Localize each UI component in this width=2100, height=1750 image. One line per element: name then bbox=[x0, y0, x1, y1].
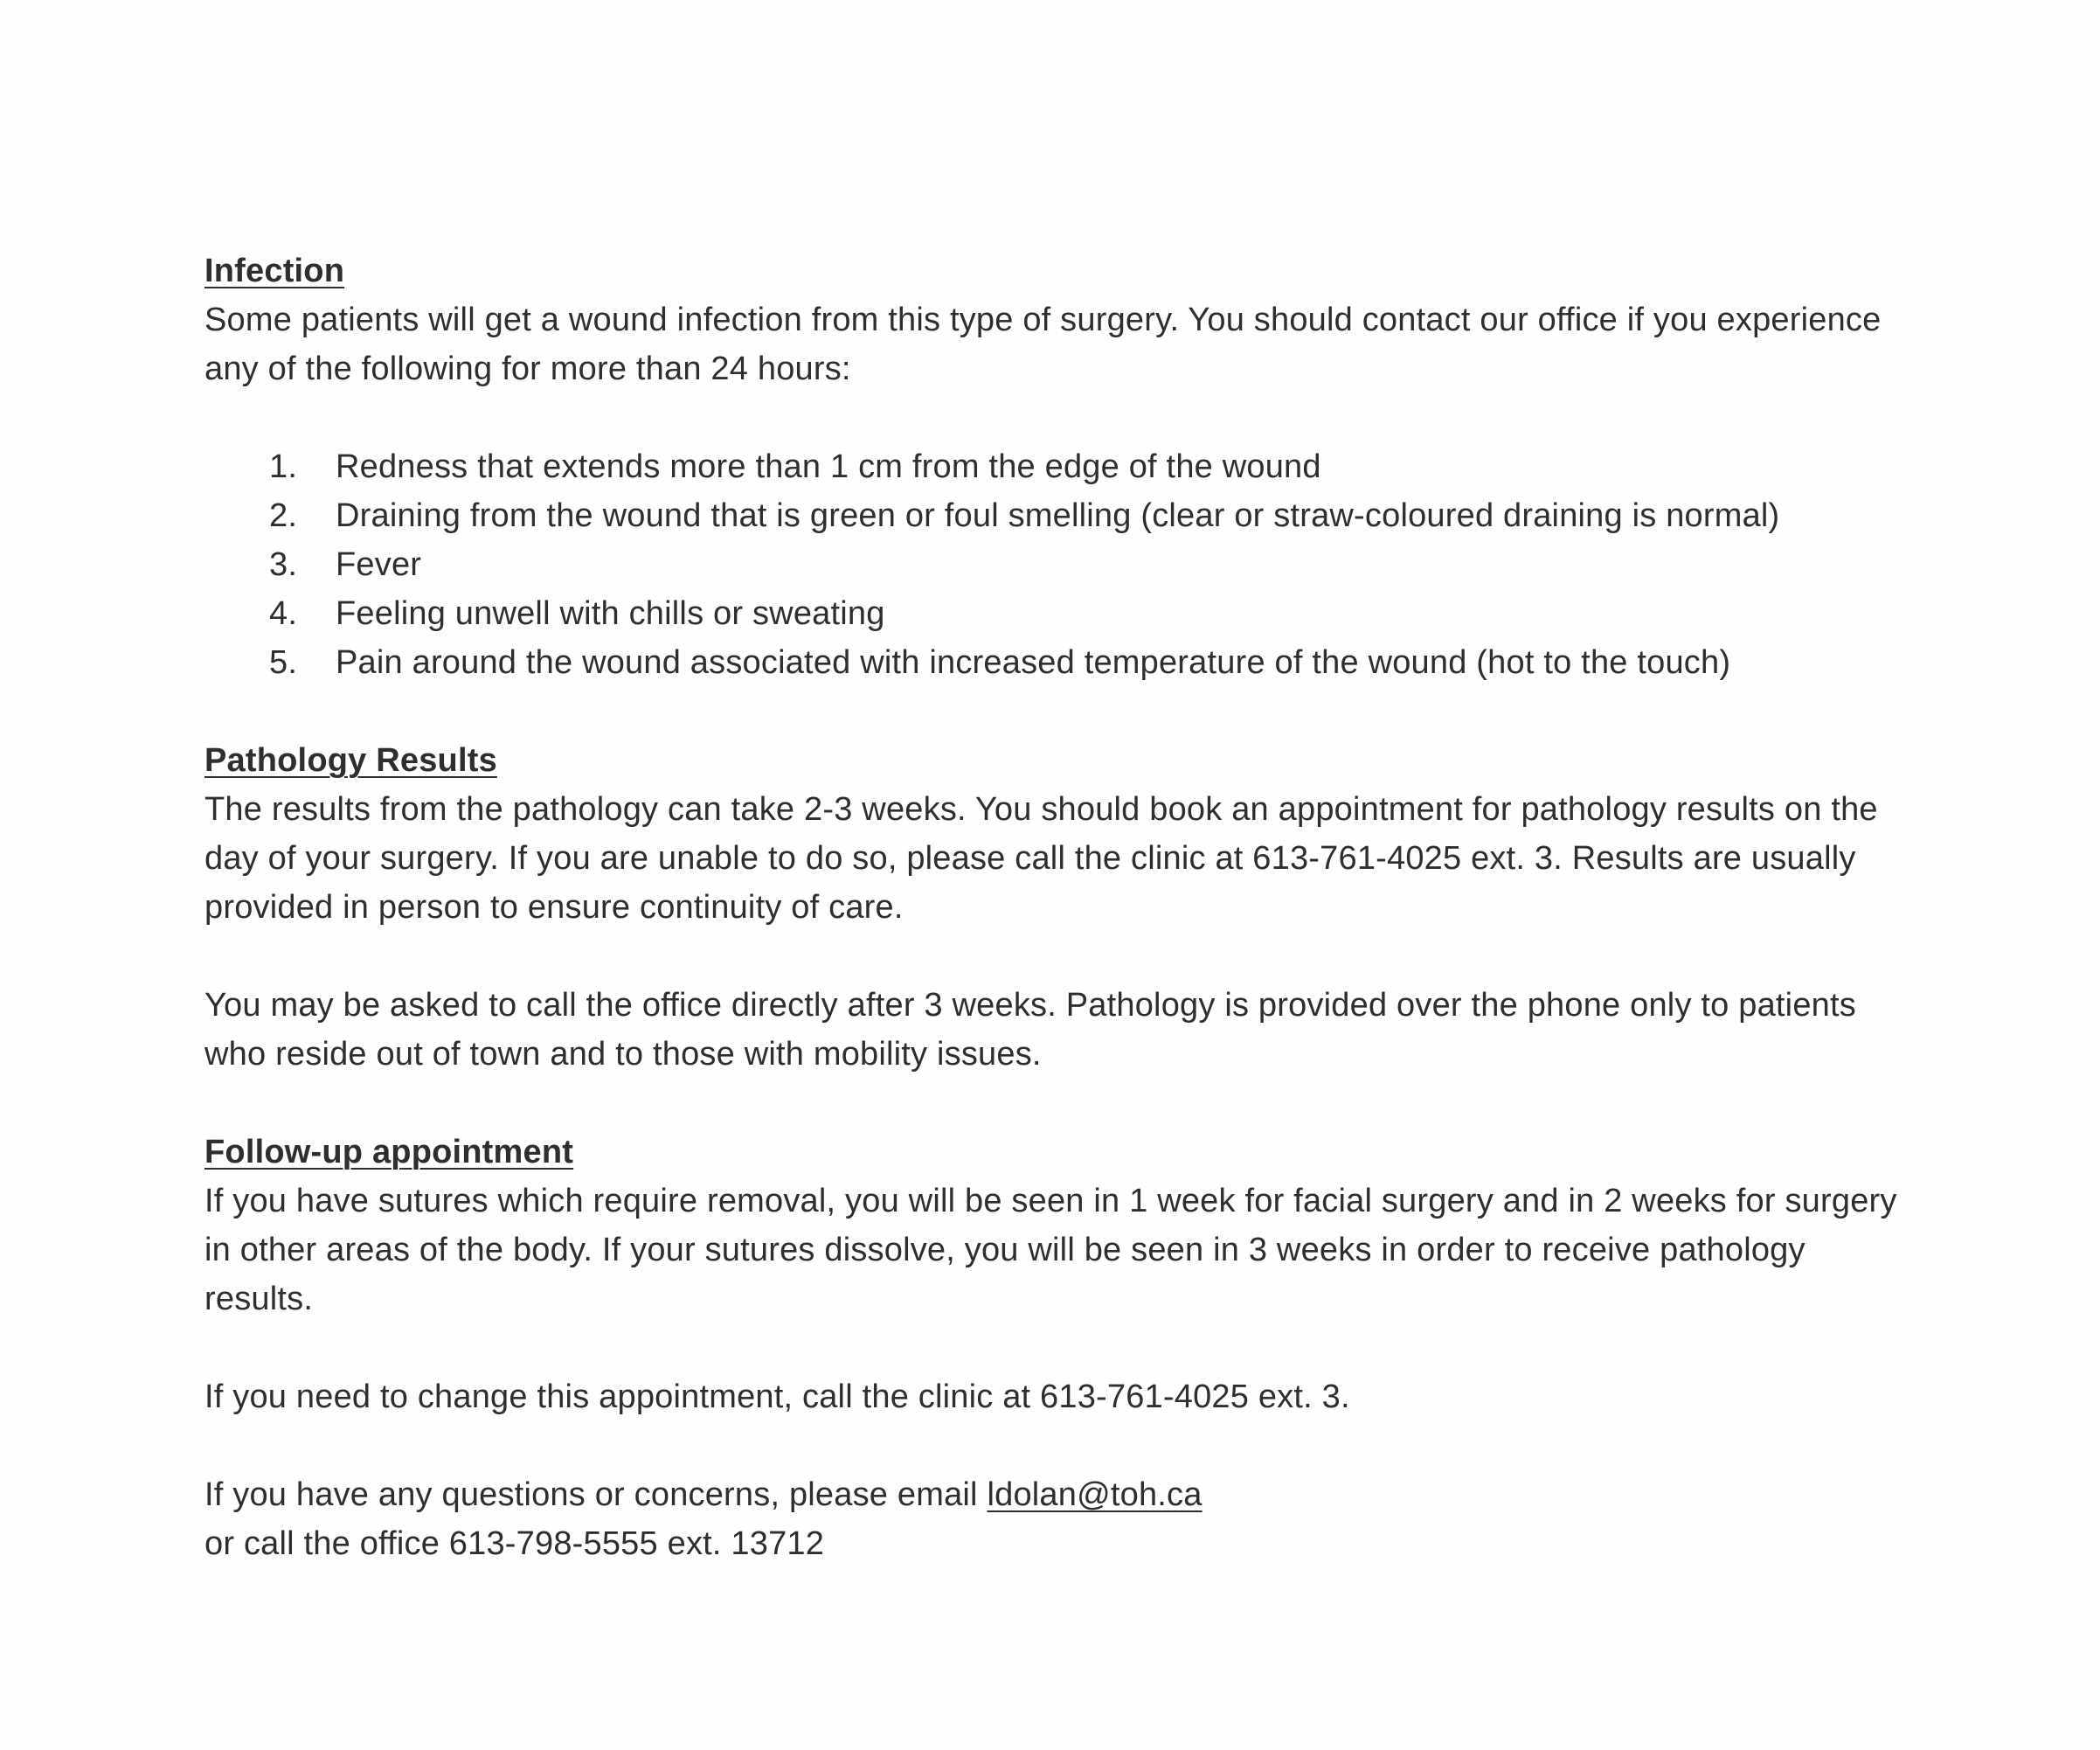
document-body bbox=[204, 247, 1917, 1568]
infection-symptom-list bbox=[204, 442, 1917, 687]
pathology-section bbox=[204, 736, 1917, 1079]
infection-heading: Infection bbox=[204, 253, 345, 289]
infection-intro: Some patients will get a wound infection from this type of surgery. You should contact our office if you experience any of the following for more than 24 hours: bbox=[204, 302, 1882, 387]
list-item-number: 5. bbox=[269, 644, 298, 681]
list-item bbox=[204, 491, 1917, 540]
list-item bbox=[204, 638, 1917, 687]
contact-line bbox=[204, 1470, 1917, 1519]
contact-phone-line: or call the office 613-798-5555 ext. 13712 bbox=[204, 1525, 825, 1562]
list-item bbox=[204, 589, 1917, 638]
list-item-text: Redness that extends more than 1 cm from the edge of the wound bbox=[336, 448, 1321, 485]
followup-paragraph-2: If you need to change this appointment, call the clinic at 613-761-4025 ext. 3. bbox=[204, 1378, 1350, 1415]
followup-paragraph-1: If you have sutures which require removal, you will be seen in 1 week for facial surgery and in 2 weeks for surgery in other areas of the body. If your sutures dissolve, you will be seen in 3 weeks in order to receive pathology results. bbox=[204, 1183, 1897, 1317]
followup-heading: Follow-up appointment bbox=[204, 1134, 574, 1170]
pathology-paragraph-2: You may be asked to call the office directly after 3 weeks. Pathology is provided over the phone only to patients who reside out of town and to those with mobility issues. bbox=[204, 987, 1856, 1073]
list-item-text: Draining from the wound that is green or foul smelling (clear or straw-coloured draining is normal) bbox=[336, 497, 1780, 534]
contact-prefix: If you have any questions or concerns, please email bbox=[204, 1476, 988, 1513]
pathology-paragraph-1: The results from the pathology can take 2-3 weeks. You should book an appointment for pathology results on the day of your surgery. If you are unable to do so, please call the clinic at 613-761-4025 ext. 3. Results are usually provided in person to ensure continuity of care. bbox=[204, 791, 1878, 926]
list-item-number: 4. bbox=[269, 595, 298, 632]
list-item-number: 2. bbox=[269, 497, 298, 534]
list-item-number: 1. bbox=[269, 448, 298, 485]
followup-section bbox=[204, 1128, 1917, 1568]
infection-section bbox=[204, 247, 1917, 687]
pathology-heading: Pathology Results bbox=[204, 742, 497, 779]
list-item-text: Fever bbox=[336, 546, 422, 583]
list-item-number: 3. bbox=[269, 546, 298, 583]
list-item-text: Feeling unwell with chills or sweating bbox=[336, 595, 885, 632]
list-item bbox=[204, 442, 1917, 491]
list-item-text: Pain around the wound associated with increased temperature of the wound (hot to the touch) bbox=[336, 644, 1731, 681]
email-link[interactable]: ldolan@toh.ca bbox=[987, 1476, 1202, 1513]
list-item bbox=[204, 540, 1917, 589]
